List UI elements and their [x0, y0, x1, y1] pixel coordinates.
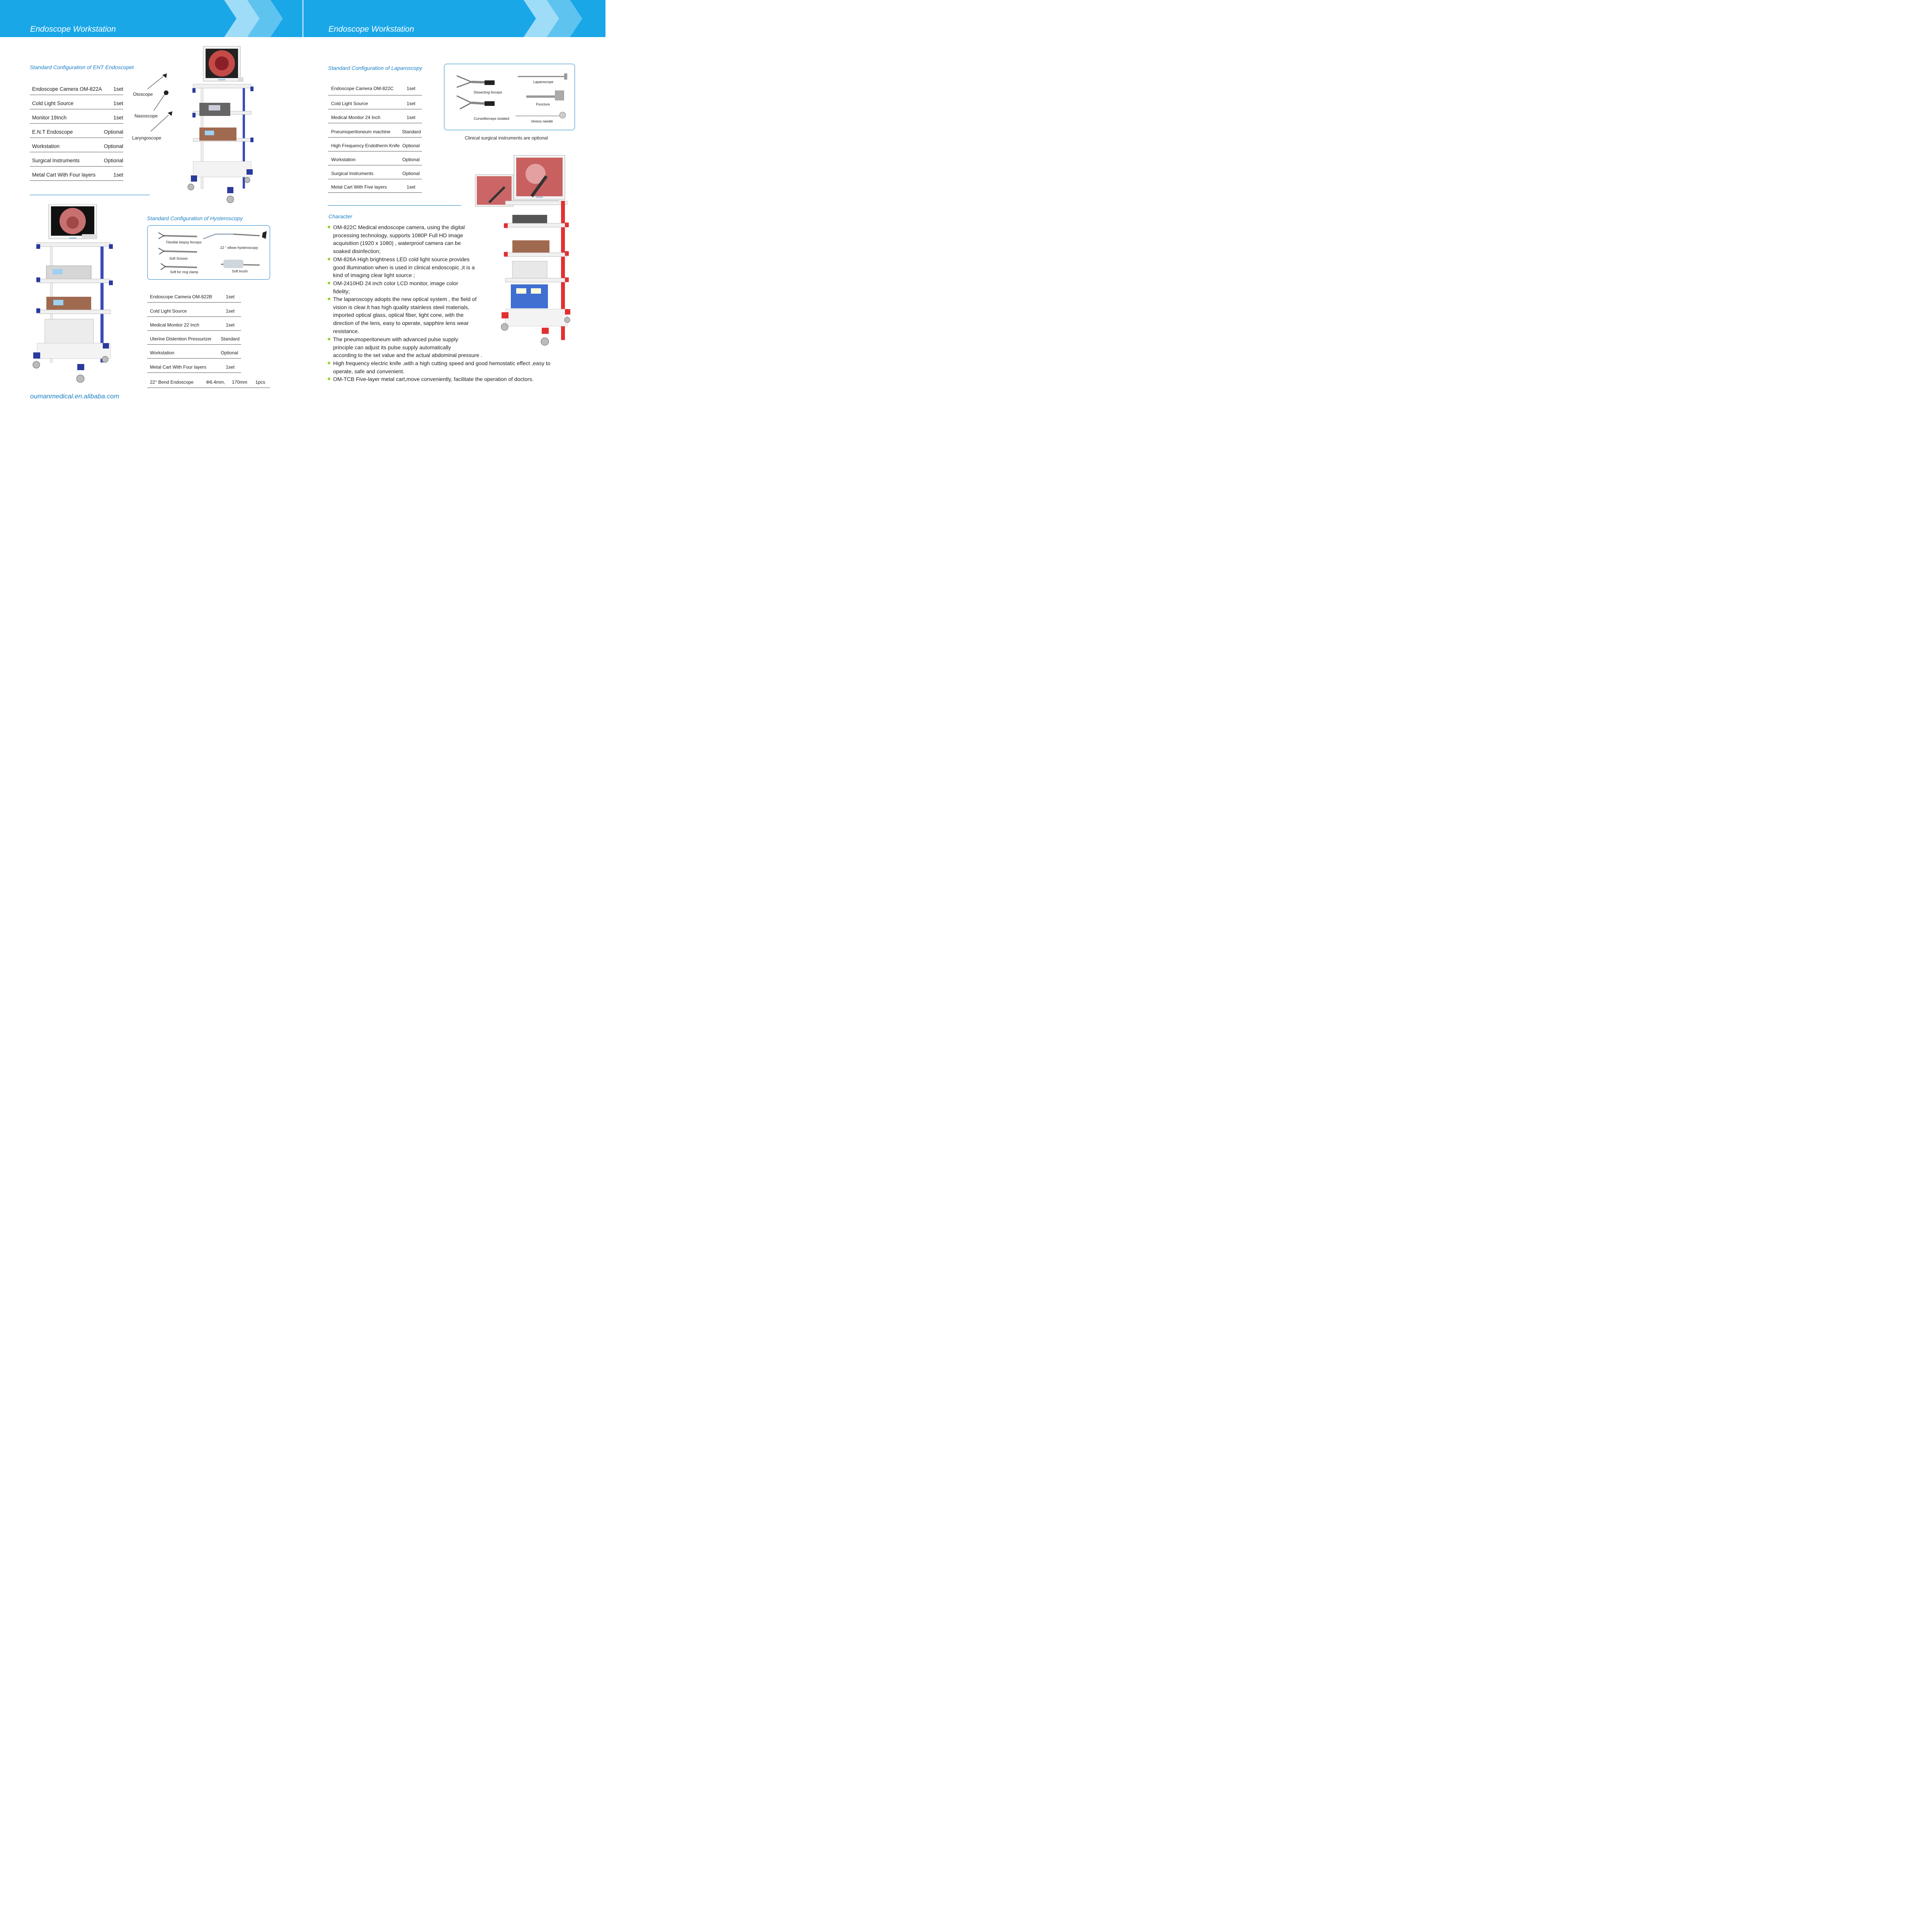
spec-qty: Optional: [402, 143, 420, 148]
spec-row: [30, 152, 123, 167]
instrument-label: Dissecting forceps: [474, 90, 502, 94]
spec-row: [30, 81, 123, 95]
spec-qty: 1set: [226, 322, 235, 328]
section-divider: [328, 205, 461, 206]
instrument-label: Curvedforceps isolated: [474, 117, 510, 121]
spec-qty: 1set: [406, 115, 415, 120]
spec-item: Metal Cart With Four layers: [150, 364, 207, 370]
spec-item: Cold Light Source: [150, 308, 187, 314]
spec-row: [147, 303, 241, 317]
spec-qty: Optional: [221, 350, 238, 355]
instrument-label: Soft for ring clamp: [170, 270, 199, 274]
spec-qty: 1set: [406, 101, 415, 106]
spec-item: Endoscope Camera OM-822A: [32, 86, 102, 92]
page-title: Endoscope Workstation: [30, 25, 116, 34]
spec-item: Pneumoperitoneum machine: [331, 129, 391, 134]
bullet-dot-icon: [328, 362, 330, 364]
spec-row: [328, 123, 422, 138]
spec-item: Workstation: [150, 350, 175, 355]
spec-qty: 1set: [226, 364, 235, 370]
spec-row: [147, 359, 241, 373]
nasoscope-label: Nasoscope: [134, 113, 158, 119]
ent-cart-image: [185, 46, 255, 205]
footer-url-link[interactable]: oumanmedical.en.alibaba.com: [30, 393, 119, 400]
spec-qty: 1set: [226, 308, 235, 314]
spec-item: Uterine Distention Pressurizer: [150, 336, 212, 342]
spec-row: [30, 167, 123, 181]
spec-row: [328, 109, 422, 123]
spec-item: Workstation: [331, 157, 356, 162]
spec-item: Endoscope Camera OM-822B: [150, 294, 212, 299]
spec-item: Monitor 19Inch: [32, 115, 67, 121]
spec-row: [147, 374, 270, 388]
hysteroscopy-config-title: Standard Configuration of Hysteroscopy: [147, 215, 243, 221]
spec-row: [328, 95, 422, 109]
instrument-label: Puncture: [536, 102, 550, 106]
ent-config-title: Standard Configuration of ENT Endoscopet: [30, 64, 134, 70]
spec-item: Medical Monitor 24 Inch: [331, 115, 381, 120]
spec-qty: Optional: [402, 157, 420, 162]
spec-row: [147, 317, 241, 331]
bullet-dot-icon: [328, 298, 330, 300]
spec-row: [328, 151, 422, 165]
spec-row: [30, 109, 123, 124]
list-item-text: OM-826A High brightness LED cold light source provides good illumination when is used in clinical endoscopic ,it is a kind of imaging clear light source ;: [333, 256, 475, 279]
laparoscopy-instruments-box: [444, 64, 575, 130]
spec-row: [30, 95, 123, 109]
bend-endoscope-row: [147, 374, 270, 388]
otoscope-label: Otoscope: [133, 92, 153, 97]
spec-row: [147, 288, 241, 303]
instrument-label: 22 ° elbow hysteroscopy: [220, 246, 258, 250]
spec-item: Surgical Instruments: [331, 171, 374, 176]
spec-qty: Optional: [104, 158, 123, 163]
spec-length: 170mm: [232, 379, 248, 385]
instrument-label: Soft Scissor: [169, 257, 188, 260]
bullet-dot-icon: [328, 282, 330, 284]
spec-item: Metal Cart With Four layers: [32, 172, 96, 178]
spec-qty: Standard: [221, 336, 240, 342]
left-banner: [0, 0, 303, 37]
spec-row: [147, 331, 241, 345]
instrument-label: Soft brush: [232, 269, 248, 273]
brand-mark: ouman: [536, 196, 543, 199]
character-title: Character: [328, 213, 352, 219]
hysteroscopy-cart-image: [29, 204, 114, 386]
list-item-text: OM-822C Medical endoscope camera, using the digital processing technology, supports 1080P Full HD image acquisition (1920 x 1080) , waterproof camera can be soaked disinfection;: [333, 224, 465, 255]
instrument-label: Laparoscope: [533, 80, 554, 84]
spec-row: [147, 345, 241, 359]
ent-scopes-illustration: [131, 70, 178, 135]
spec-qty: Optional: [402, 171, 420, 176]
instrument-label: Flexible biopsy forceps: [166, 240, 202, 244]
spec-item: Medical Monitor 22 Inch: [150, 322, 199, 328]
spec-row: [30, 138, 123, 152]
spec-qty: 1pcs: [255, 379, 265, 385]
instrument-label: Veress needle: [531, 119, 553, 123]
laparoscopy-instruments-illustration: [444, 64, 575, 131]
laryngoscope-label: Laryngoscope: [132, 135, 162, 141]
spec-row: [328, 138, 422, 151]
spec-item: Cold Light Source: [32, 100, 74, 106]
hysteroscopy-spec-table: [147, 288, 241, 373]
laparoscopy-cart-image: [474, 155, 570, 348]
list-item-text: OM-TCB Five-layer metal cart,move conveniently, facilitate the operation of doctors.: [333, 376, 534, 382]
laparoscopy-config-title: Standard Configuration of Laparoscopy: [328, 65, 422, 71]
bullet-dot-icon: [328, 258, 330, 260]
spec-item: 22° Bend Endoscope: [150, 379, 194, 385]
bullet-dot-icon: [328, 338, 330, 340]
spec-row: [328, 165, 422, 179]
hysteroscopy-instruments-box: [147, 225, 270, 280]
ent-spec-table: [30, 81, 123, 181]
bullet-dot-icon: [328, 226, 330, 228]
spec-qty: Optional: [104, 143, 123, 149]
spec-item: Metal Cart With Five layers: [331, 184, 387, 190]
brand-mark: ouman: [218, 79, 226, 81]
page-title: Endoscope Workstation: [328, 25, 414, 34]
list-item-text: OM-2410HD 24 inch color LCD monitor, image color fidelity;: [333, 280, 458, 294]
laparoscopy-spec-table: [328, 81, 422, 193]
spec-item: E.N.T Endoscope: [32, 129, 73, 135]
hysteroscopy-instruments-illustration: [148, 226, 270, 280]
spec-qty: Optional: [104, 129, 123, 135]
spec-qty: 1set: [113, 115, 123, 121]
brand-mark: ouman: [69, 237, 77, 240]
spec-qty: 1set: [113, 100, 123, 106]
spec-qty: 1set: [406, 184, 415, 190]
right-banner: [303, 0, 605, 37]
spec-item: Cold Light Source: [331, 101, 368, 106]
spec-row: [30, 124, 123, 138]
spec-item: Surgical Instruments: [32, 158, 80, 163]
spec-qty: 1set: [406, 86, 415, 91]
instruments-caption: Clinical surgical instruments are optional: [465, 135, 548, 141]
spec-item: High Frequency Endotherm Knife: [331, 143, 400, 148]
spec-qty: 1set: [113, 172, 123, 178]
spec-row: [328, 179, 422, 193]
spec-diameter: Φ6.4mm,: [206, 379, 225, 385]
list-item-text: High frequency electric knife ,with a high cutting speed and good hemostatic effect ,easy to operate, safe and convenient.: [333, 360, 551, 374]
list-item-text: The laparoscopy adopts the new optical system , the field of vision is clear.It has high quality stainless steel materials, imported optical glass, optical fiber, light cone, with the direction of the lens, easy to operate, sapphire lens wear resistance.: [333, 296, 477, 334]
spec-qty: 1set: [113, 86, 123, 92]
spec-qty: 1set: [226, 294, 235, 299]
list-item-text: The pneumoperitoneum with advanced pulse supply principle can adjust its pulse supply automatically according to the set value and the actual abdominal pressure .: [333, 336, 483, 359]
spec-item: Workstation: [32, 143, 60, 149]
spec-row: [328, 81, 422, 95]
bullet-dot-icon: [328, 378, 330, 380]
spec-qty: Standard: [402, 129, 421, 134]
spec-item: Endoscope Camera OM-822C: [331, 86, 394, 91]
